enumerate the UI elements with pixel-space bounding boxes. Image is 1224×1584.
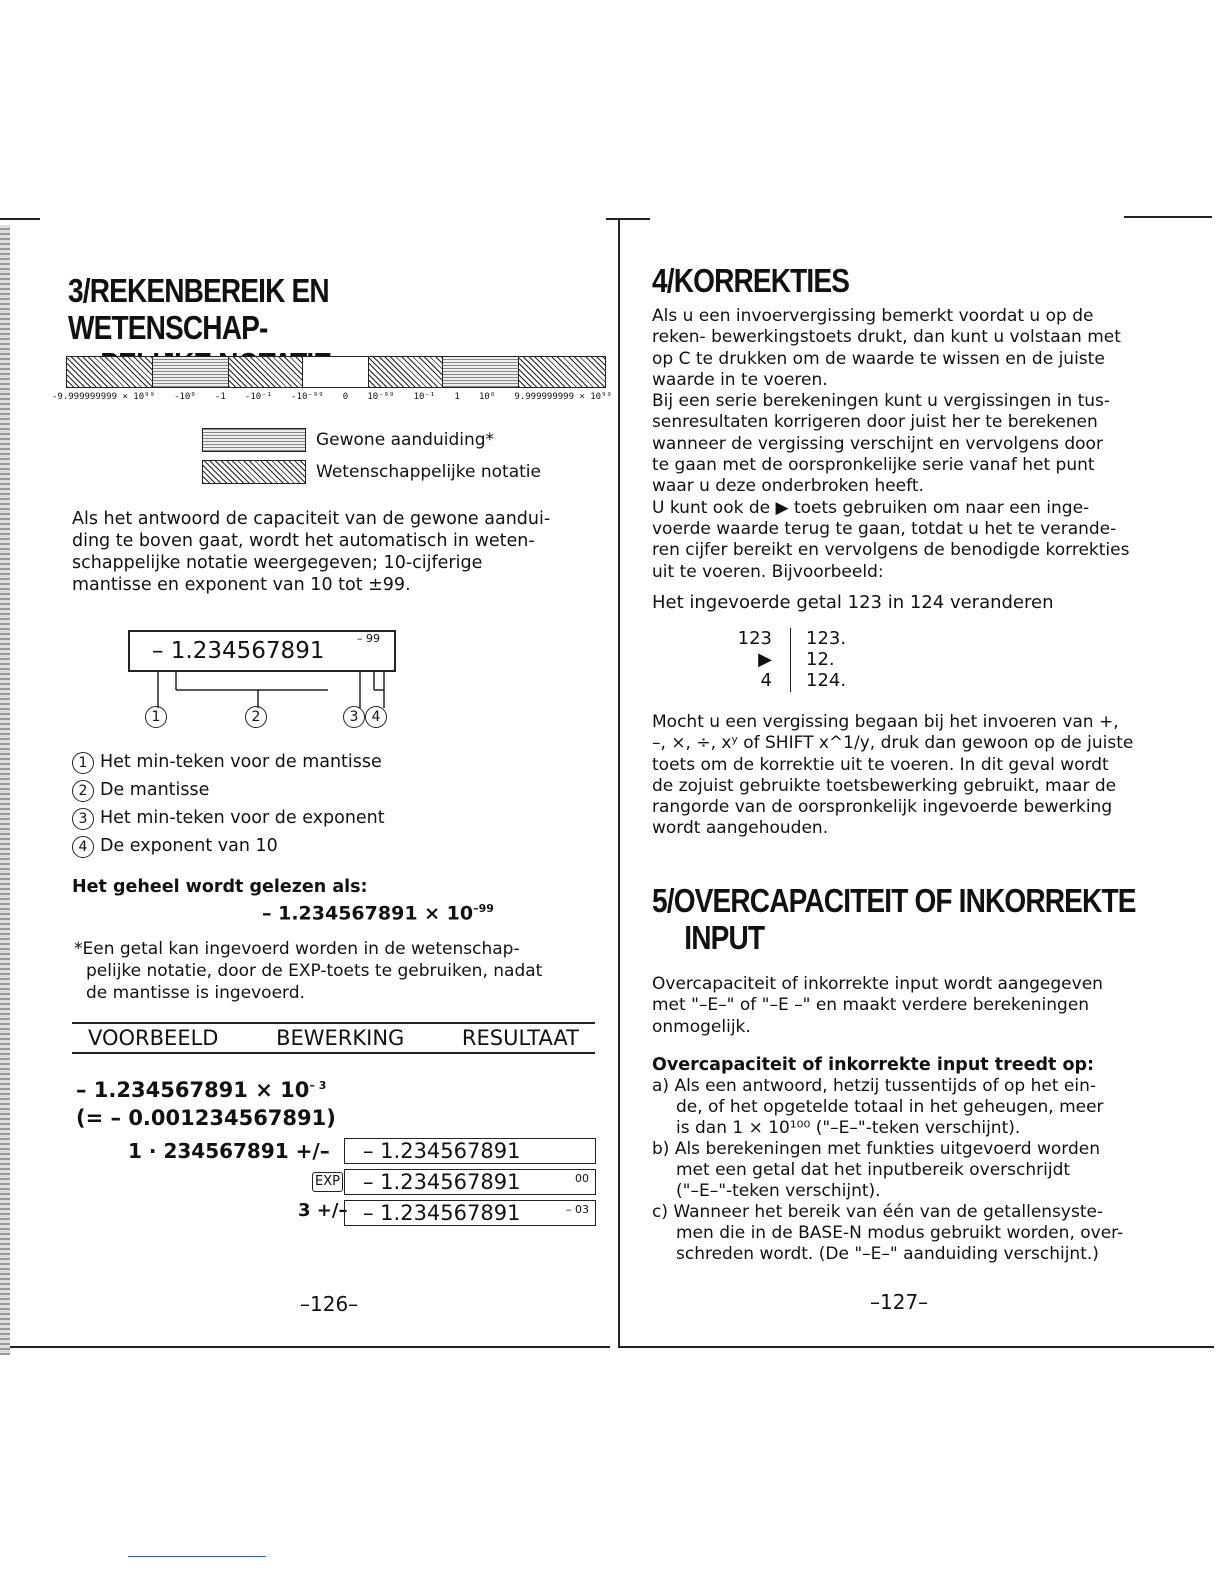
section-3-title-line1: 3/REKENBEREIK EN WETENSCHAP- <box>68 272 329 346</box>
result-3-value: – 1.234567891 <box>363 1201 521 1225</box>
text-line: onmogelijk. <box>652 1016 751 1037</box>
text-line: ding te boven gaat, wordt het automatisch in weten- <box>72 531 535 551</box>
col-bewerking: BEWERKING <box>276 1026 405 1050</box>
text-line: reken- bewerkingstoets drukt, dan kunt u volstaan met <box>652 327 1121 348</box>
text-line: mantisse en exponent van 10 tot ±99. <box>72 575 411 595</box>
text-line: toets om de korrektie uit te voeren. In dit geval wordt <box>652 754 1109 775</box>
section-4-title: 4/KORREKTIES <box>652 262 850 299</box>
read-as-mantissa: – 1.234567891 × 10 <box>262 902 474 925</box>
text-line: uit te voeren. Bijvoorbeeld: <box>652 561 884 582</box>
text-line: Als het antwoord de capaciteit van de gewone aandui- <box>72 509 551 529</box>
col-resultaat: RESULTAAT <box>461 1026 579 1050</box>
section-5-title-line1: 5/OVERCAPACITEIT OF INKORREKTE <box>652 882 1136 919</box>
display-mantissa: – 1.234567891 <box>152 638 325 664</box>
example-expression <box>76 1072 336 1132</box>
legend-normal-label: Gewone aanduiding* <box>316 430 495 450</box>
text-line: a) Als een antwoord, hetzij tussentijds of op het ein- <box>652 1076 1097 1096</box>
text-line: Overcapaciteit of inkorrekte input wordt aangegeven <box>652 974 1103 994</box>
callout-legend-list <box>72 748 385 860</box>
example-ops <box>722 628 772 691</box>
text-line: Als u een invoervergissing bemerkt voordat u op de <box>652 306 1094 326</box>
cases-list <box>652 1076 1212 1265</box>
result-3-exponent: – 03 <box>566 1203 589 1216</box>
text-line: schappelijke notatie weergegeven; 10-cijferige <box>72 553 483 573</box>
text-line: de, of het opgetelde totaal in het geheugen, meer <box>676 1097 1104 1117</box>
example-results <box>806 628 876 691</box>
text-line: rangorde van de oorspronkelijk ingevoerde bewerking <box>652 797 1113 818</box>
tick-label: 10⁻¹ <box>413 392 436 402</box>
text-line: pelijke notatie, door de EXP-toets te gebruiken, nadat <box>86 961 543 981</box>
range-tick-labels <box>52 392 612 402</box>
page-number-right: –127– <box>870 1290 929 1314</box>
read-as-value <box>262 898 494 924</box>
operation-1: 1 · 234567891 +/– <box>128 1139 330 1163</box>
example-op: ▶ <box>758 649 772 670</box>
read-as-label: Het geheel wordt gelezen als: <box>72 877 368 897</box>
case-a <box>652 1076 1212 1139</box>
text-line: wanneer de vergissing verschijnt en vervolgens door <box>652 433 1103 454</box>
calculator-display <box>128 630 396 672</box>
example-line1-exp: – 3 <box>309 1079 327 1092</box>
text-line: te gaan met de oorspronkelijke serie vanaf het punt <box>652 455 1095 476</box>
tick-label: 0 <box>342 392 349 402</box>
text-line: schreden wordt. (De "–E–" aanduiding verschijnt.) <box>676 1244 1099 1264</box>
text-line: U kunt ook de ▶ toets gebruiken om naar een inge- <box>652 497 1090 518</box>
range-seg-sci-neg-small <box>229 357 303 387</box>
text-line: Mocht u een vergissing begaan bij het invoeren van +, <box>652 712 1119 732</box>
result-1 <box>344 1138 596 1164</box>
korrekties-paragraph <box>652 306 1212 583</box>
operation-3: 3 +/– <box>298 1200 348 1221</box>
text-line: ("–E–"-teken verschijnt). <box>676 1181 881 1201</box>
tick-label: -10⁰ <box>174 392 196 402</box>
list-item: 4 De exponent van 10 <box>72 832 385 860</box>
intro-paragraph <box>72 508 600 596</box>
list-item: 1 Het min-teken voor de mantisse <box>72 748 385 776</box>
overcapacity-paragraph <box>652 974 1212 1038</box>
text-line: *Een getal kan ingevoerd worden in de wetenschap- <box>74 939 520 959</box>
text-line: men die in de BASE-N modus gebruikt worden, over- <box>676 1223 1124 1243</box>
tick-label: -10⁻⁹⁹ <box>291 392 324 402</box>
item-text: De mantisse <box>100 780 210 800</box>
display-exponent: – 99 <box>357 632 380 645</box>
text-line: met "–E–" of "–E –" en maakt verdere berekeningen <box>652 995 1090 1016</box>
mistake-paragraph <box>652 712 1212 840</box>
legend-swatch-scientific <box>202 460 306 484</box>
text-line: Bij een serie berekeningen kunt u vergissingen in tus- <box>652 391 1111 412</box>
text-line: de mantisse is ingevoerd. <box>86 983 305 1003</box>
result-2-exponent: 00 <box>575 1172 589 1185</box>
range-bar <box>66 356 606 388</box>
read-as-exponent: –99 <box>473 902 494 915</box>
text-line: de zojuist gebruikte toetsbewerking gebruikt, maar de <box>652 775 1117 796</box>
result-3 <box>344 1200 596 1226</box>
section-5-title <box>652 882 1136 956</box>
result-2 <box>344 1169 596 1195</box>
text-line: –, ×, ÷, xʸ of SHIFT x^1/y, druk dan gewoon op de juiste <box>652 733 1134 754</box>
example-result: 123. <box>806 628 847 649</box>
text-line: voerde waarde terug te gaan, totdat u het te verande- <box>652 518 1117 539</box>
legend-swatch-normal <box>202 428 306 452</box>
text-line: c) Wanneer het bereik van één van de getallensyste- <box>652 1202 1104 1222</box>
tick-label: -10⁻¹ <box>244 392 272 402</box>
page-number-left: –126– <box>300 1292 359 1316</box>
operation-2: EXP <box>312 1172 343 1192</box>
legend-scientific-label: Wetenschappelijke notatie <box>316 462 541 482</box>
tick-label: -9.999999999 × 10⁹⁹ <box>52 392 155 402</box>
text-line: wordt aangehouden. <box>652 818 829 839</box>
tick-label: -1 <box>214 392 226 402</box>
example-result: 124. <box>806 670 847 691</box>
example-line2: (= – 0.001234567891) <box>76 1106 336 1130</box>
tick-label: 9.999999999 × 10⁹⁹ <box>514 392 612 402</box>
col-voorbeeld: VOORBEELD <box>88 1026 219 1050</box>
example-label: Het ingevoerde getal 123 in 124 veranderen <box>652 592 1054 613</box>
text-line: is dan 1 × 10¹⁰⁰ ("–E–"-teken verschijnt). <box>676 1118 1021 1138</box>
range-seg-zero <box>303 357 369 387</box>
callout-1: 1 <box>145 706 167 728</box>
case-c <box>652 1202 1212 1265</box>
tick-label: 10⁰ <box>478 392 496 402</box>
legend-normal <box>202 428 494 452</box>
range-seg-sci-pos-small <box>369 357 443 387</box>
text-line: ren cijfer bereikt en vervolgens de benodigde korrekties <box>652 540 1130 561</box>
text-line: met een getal dat het inputbereik overschrijdt <box>676 1160 1071 1180</box>
range-seg-sci-pos <box>519 357 605 387</box>
right-page <box>612 0 1224 1584</box>
text-line: waar u deze onderbroken heeft. <box>652 476 924 497</box>
example-op: 4 <box>760 670 772 691</box>
list-item: 3 Het min-teken voor de exponent <box>72 804 385 832</box>
example-line1: – 1.234567891 × 10 <box>76 1078 310 1102</box>
section-5-title-line2: INPUT <box>684 919 765 956</box>
result-2-value: – 1.234567891 <box>363 1170 521 1194</box>
case-b <box>652 1139 1212 1202</box>
tick-label: 10⁻⁹⁹ <box>367 392 395 402</box>
callout-3: 3 <box>343 706 365 728</box>
legend-scientific <box>202 460 541 484</box>
occurs-heading: Overcapaciteit of inkorrekte input treedt op: <box>652 1055 1095 1075</box>
result-1-value: – 1.234567891 <box>363 1139 521 1163</box>
text-line: op C te drukken om de waarde te wissen en de juiste <box>652 348 1105 369</box>
item-text: De exponent van 10 <box>100 836 278 856</box>
text-line: senresultaten korrigeren door juist her te berekenen <box>652 412 1098 433</box>
range-seg-sci-neg <box>67 357 153 387</box>
example-result: 12. <box>806 649 835 670</box>
example-op: 123 <box>737 628 772 649</box>
note-paragraph <box>74 938 602 1004</box>
list-item: 2 De mantisse <box>72 776 385 804</box>
range-seg-normal-pos <box>443 357 519 387</box>
example-table-header <box>72 1022 595 1054</box>
text-line: waarde in te voeren. <box>652 369 828 390</box>
item-text: Het min-teken voor de mantisse <box>100 752 382 772</box>
item-text: Het min-teken voor de exponent <box>100 808 385 828</box>
callout-2: 2 <box>245 706 267 728</box>
tick-label: 1 <box>454 392 460 402</box>
text-line: b) Als berekeningen met funkties uitgevoerd worden <box>652 1139 1100 1159</box>
range-seg-normal-neg <box>153 357 229 387</box>
callout-4: 4 <box>365 706 387 728</box>
example-divider <box>790 628 791 692</box>
